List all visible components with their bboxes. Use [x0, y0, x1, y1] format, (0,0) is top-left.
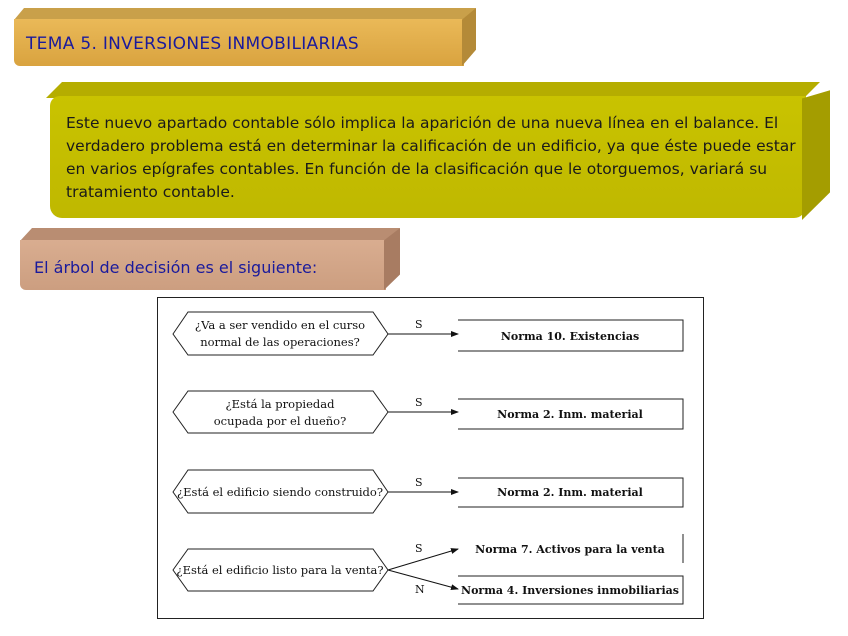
outcome-label: Norma 2. Inm. material [497, 408, 643, 421]
branch-label: S [415, 542, 423, 555]
section-subtitle: El árbol de decisión es el siguiente: [34, 258, 318, 277]
outcome-label: Norma 7. Activos para la venta [475, 543, 665, 556]
outcome-label: Norma 10. Existencias [500, 330, 640, 343]
decision-tree-figure [157, 297, 704, 619]
outcome-label: Norma 2. Inm. material [497, 486, 643, 499]
question-text: ¿Está el edificio siendo construido? [176, 485, 384, 499]
outcome-label: Norma 4. Inversiones inmobiliarias [461, 584, 679, 597]
question-text: normal de las operaciones? [200, 335, 360, 349]
question-text: ocupada por el dueño? [213, 414, 347, 428]
branch-arrow [388, 549, 458, 570]
branch-label: S [415, 318, 423, 331]
branch-label: N [415, 583, 425, 596]
question-text: ¿Va a ser vendido en el curso [194, 318, 366, 332]
branch-label: S [415, 396, 423, 409]
decision-tree-diagram [158, 298, 703, 618]
branch-label: S [415, 476, 423, 489]
intro-paragraph: Este nuevo apartado contable sólo implica la aparición de una nueva línea en el balance. El verdadero problema está en determinar la calificación de un edificio, ya que éste puede estar en varios epígrafes contables. En función de la clasificación que le otorguemos, variará su tratamiento contable. [66, 114, 796, 201]
page-title: TEMA 5. INVERSIONES INMOBILIARIAS [26, 34, 359, 54]
question-text: ¿Está la propiedad [225, 397, 335, 411]
question-text: ¿Está el edificio listo para la venta? [176, 563, 384, 577]
